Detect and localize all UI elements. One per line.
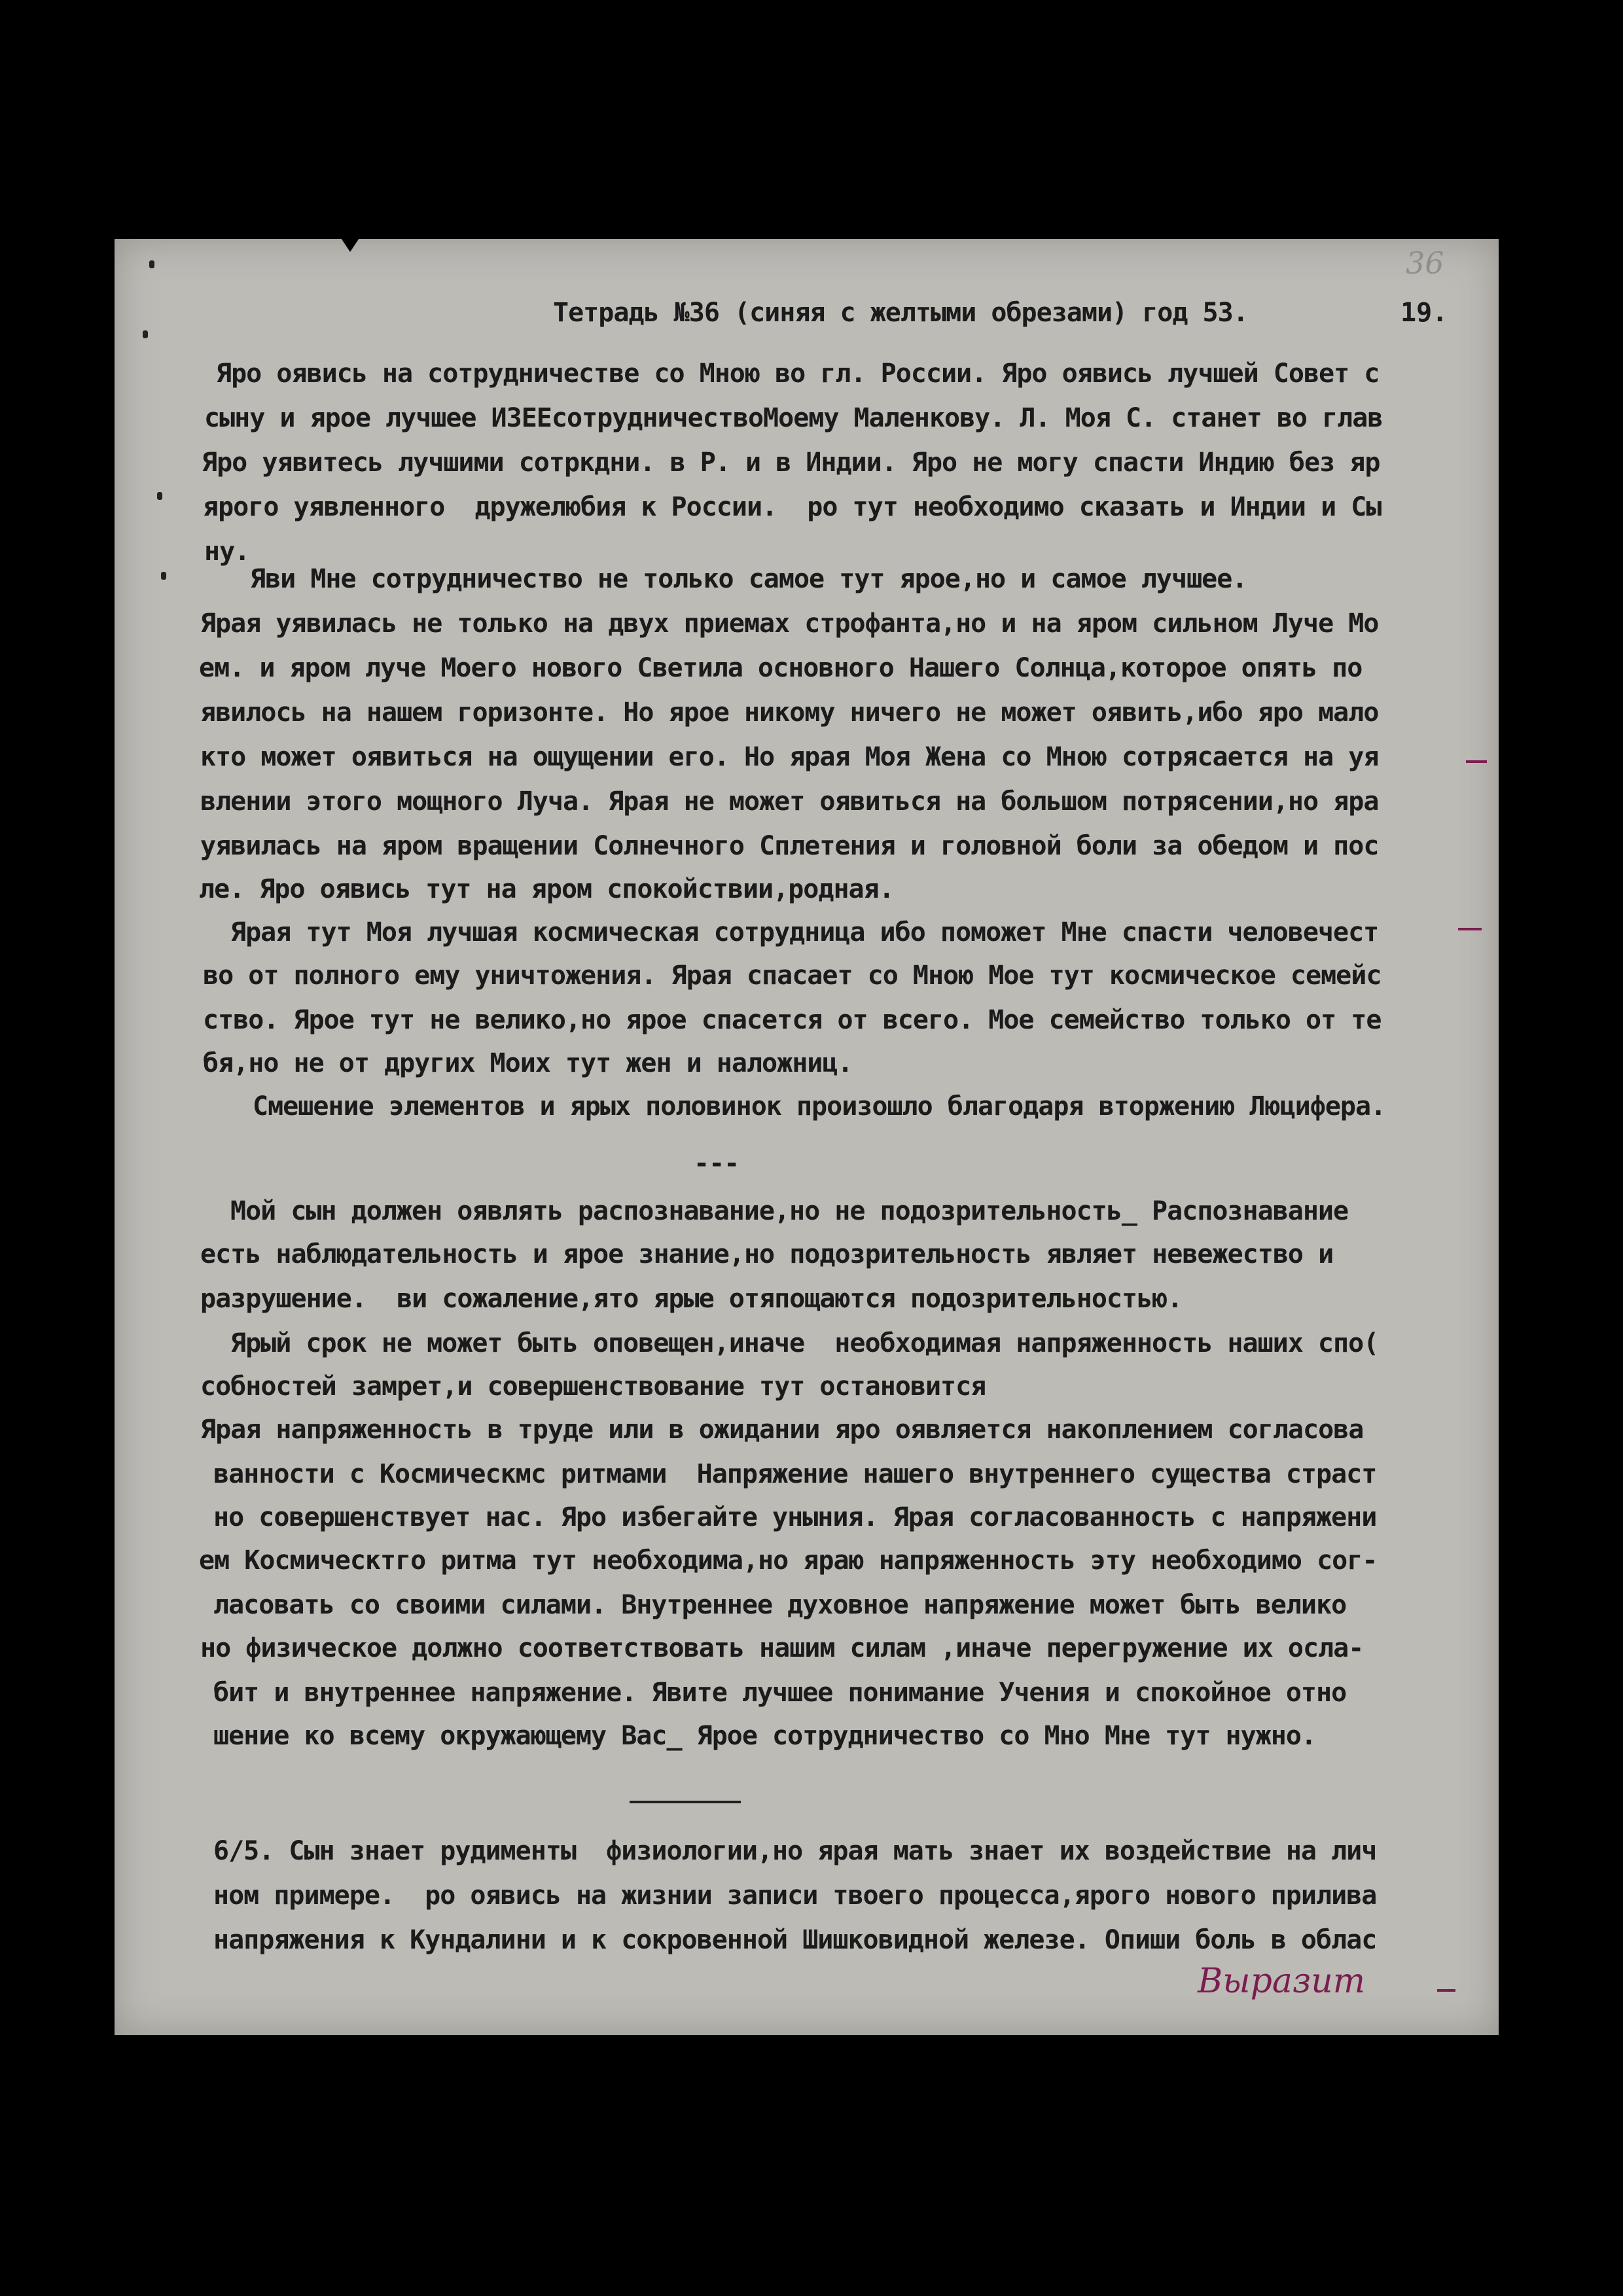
text-line: во от полного ему уничтожения. Ярая спасает со Мною Мое тут космическое семейс: [203, 961, 1382, 991]
handwritten-note: Выразит: [1198, 1962, 1366, 2001]
text-line: Ярый срок не может быть оповещен,иначе необходимая напряженность наших спо(: [230, 1328, 1379, 1358]
notebook-title: Тетрадь №36 (синяя с желтыми обрезами) год 53.: [553, 298, 1248, 328]
text-line: Ярая уявилась не только на двух приемах строфанта,но и на яром сильном Луче Мо: [200, 609, 1379, 639]
text-line: Ярая напряженность в труде или в ожидании яро оявляется накоплением согласова: [200, 1415, 1364, 1445]
separator-dashes: ---: [694, 1148, 740, 1178]
section-divider: [630, 1801, 741, 1803]
edge-speck: [149, 260, 154, 268]
text-line: но физическое должно соответствовать нашим силам ,иначе перегружение их осла-: [200, 1633, 1364, 1663]
text-line: ну.: [204, 537, 250, 567]
text-line: влении этого мощного Луча. Ярая не может оявиться на большом потрясении,но яра: [200, 786, 1379, 817]
text-line: кто может оявиться на ощущении его. Но ярая Моя Жена со Мною сотрясается на уя: [200, 742, 1379, 772]
text-line: Яви Мне сотрудничество не только самое тут ярое,но и самое лучшее.: [250, 564, 1247, 594]
text-line: есть наблюдательность и ярое знание,но подозрительность являет невежество и: [200, 1239, 1334, 1269]
page-number: 19.: [1400, 298, 1448, 328]
archive-page-number: 36: [1406, 245, 1444, 281]
text-line: разрушение. ви сожаление,ято ярые отяпощаются подозрительностью.: [200, 1284, 1183, 1314]
margin-mark: [1458, 928, 1482, 930]
text-line: ласовать со своими силами. Внутреннее духовное напряжение может быть велико: [213, 1590, 1347, 1620]
text-line: ном примере. ро оявись на жизнии записи твоего процесса,ярого нового прилива: [213, 1881, 1377, 1911]
text-line: Ярая тут Моя лучшая космическая сотрудница ибо поможет Мне спасти человечест: [230, 917, 1379, 947]
text-line: 6/5. Сын знает рудименты физиологии,но ярая мать знает их воздействие на лич: [213, 1836, 1377, 1866]
text-line: Яро уявитесь лучшими сотркдни. в Р. и в Индии. Яро не могу спасти Индию без яр: [202, 448, 1380, 478]
text-line: шение ко всему окружающему Вас_ Ярое сотрудничество со Мно Мне тут нужно.: [213, 1721, 1316, 1751]
text-line: ванности с Космическмс ритмами Напряжение нашего внутреннего существа страст: [213, 1459, 1377, 1489]
text-line: напряжения к Кундалини и к сокровенной Шишковидной железе. Опиши боль в облас: [213, 1925, 1377, 1955]
text-line: бя,но не от других Моих тут жен и наложниц.: [203, 1048, 853, 1078]
text-line: ем Космическтго ритма тут необходима,но яраю напряженность эту необходимо сог-: [199, 1545, 1378, 1576]
text-line: бит и внутреннее напряжение. Явите лучшее понимание Учения и спокойное отно: [213, 1678, 1347, 1708]
text-line: собностей замрет,и совершенствование тут остановится: [200, 1371, 986, 1402]
text-line: ем. и яром луче Моего нового Светила основного Нашего Солнца,которое опять по: [199, 653, 1363, 683]
text-line: но совершенствует нас. Яро избегайте уныния. Ярая согласованность с напряжени: [213, 1502, 1377, 1532]
text-line: уявилась на яром вращении Солнечного Сплетения и головной боли за обедом и пос: [200, 831, 1379, 861]
text-line: ярого уявленного дружелюбия к России. ро тут необходимо сказать и Индии и Сы: [203, 492, 1382, 522]
text-line: ство. Ярое тут не велико,но ярое спасется от всего. Мое семейство только от те: [203, 1005, 1382, 1035]
text-line: Яро оявись на сотрудничестве со Мною во гл. России. Яро оявись лучшей Совет с: [216, 359, 1380, 389]
text-line: сыну и ярое лучшее ИЗЕЕсотрудничествоМоему Маленкову. Л. Моя С. станет во глав: [204, 403, 1383, 433]
edge-speck: [161, 572, 166, 580]
margin-mark: [1437, 1989, 1455, 1992]
text-line: явилось на нашем горизонте. Но ярое никому ничего не может оявить,ибо яро мало: [200, 698, 1379, 728]
edge-speck: [157, 492, 162, 500]
text-line: Мой сын должен оявлять распознавание,но не подозрительность_ Распознавание: [230, 1196, 1349, 1226]
text-line: ле. Яро оявись тут на яром спокойствии,родная.: [199, 874, 894, 904]
margin-mark: [1466, 760, 1487, 763]
edge-speck: [143, 330, 148, 338]
text-line: Смешение элементов и ярых половинок произошло благодаря вторжению Люцифера.: [253, 1091, 1386, 1122]
